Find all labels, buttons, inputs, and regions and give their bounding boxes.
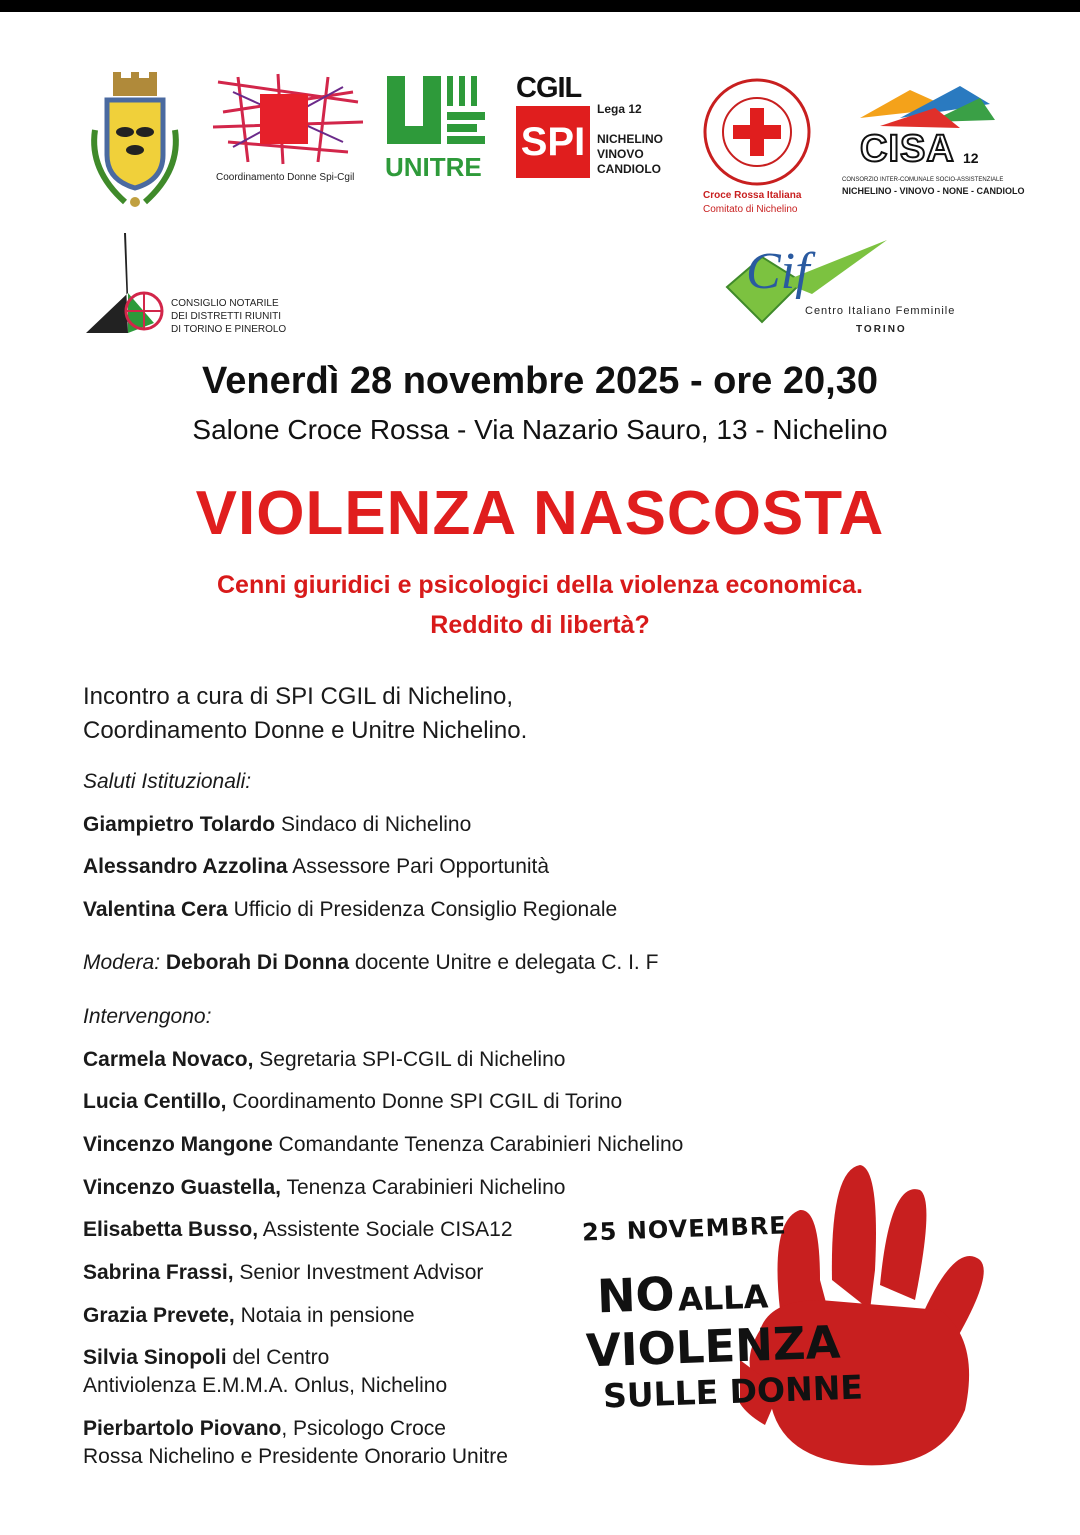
hand-line-2: VIOLENZA (585, 1315, 842, 1378)
unitre-label: UNITRE (385, 152, 482, 182)
spi-places: NICHELINO VINOVO CANDIOLO (597, 132, 663, 176)
coordinamento-donne-logo (208, 72, 368, 187)
cisa-number: 12 (963, 150, 979, 166)
cif-city: TORINO (856, 324, 907, 335)
lega-label: Lega 12 (597, 102, 642, 116)
subtitle-line-1: Cenni giuridici e psicologici della violenza economica. (217, 571, 863, 599)
cgil-spi-logo (516, 74, 676, 184)
speaker-item: Grazia Prevete, Notaia in pensione (83, 1304, 415, 1327)
saluti-item: Valentina Cera Ufficio di Presidenza Consiglio Regionale (83, 898, 618, 921)
event-venue: Salone Croce Rossa - Via Nazario Sauro, 13 - Nichelino (192, 414, 888, 445)
speaker-item: Lucia Centillo, Coordinamento Donne SPI CGIL di Torino (83, 1090, 623, 1113)
event-subtitle (0, 565, 1080, 645)
cif-name: Centro Italiano Femminile (805, 305, 956, 317)
cisa-label: CISA (860, 128, 955, 170)
speaker-item: Elisabetta Busso, Assistente Sociale CISA12 (83, 1218, 513, 1241)
speaker-item: Carmela Novaco, Segretaria SPI-CGIL di Nichelino (83, 1048, 566, 1071)
cisa-line2: NICHELINO - VINOVO - NONE - CANDIOLO (842, 186, 1025, 196)
hand-line-1b: ALLA (677, 1277, 769, 1319)
cif-logo (722, 232, 992, 340)
croce-name: Croce Rossa Italiana (703, 190, 802, 201)
cisa-line1: CONSORZIO INTER-COMUNALE SOCIO-ASSISTENZIALE (842, 177, 1004, 183)
saluti-item: Giampietro Tolardo Sindaco di Nichelino (83, 813, 472, 836)
coordinamento-caption: Coordinamento Donne Spi-Cgil (216, 172, 355, 183)
subtitle-line-2: Reddito di libertà? (430, 611, 650, 639)
spi-label: SPI (516, 106, 590, 178)
speaker-item: Pierbartolo Piovano, Psicologo Croce Rossa Nichelino e Presidente Onorario Unitre (83, 1417, 508, 1468)
croce-sub: Comitato di Nichelino (703, 204, 798, 215)
cif-mark: Cif (746, 243, 810, 300)
intro-text: Incontro a cura di SPI CGIL di Nichelino, Coordinamento Donne e Unitre Nichelino. (83, 683, 528, 744)
moderator-line: Modera: Deborah Di Donna docente Unitre e delegata C. I. F (83, 951, 659, 974)
speaker-item: Vincenzo Mangone Comandante Tenenza Carabinieri Nichelino (83, 1133, 684, 1156)
consiglio-notarile-logo (84, 233, 304, 338)
speaker-item: Silvia Sinopoli del Centro Antiviolenza E.M.M.A. Onlus, Nichelino (83, 1346, 448, 1397)
event-title: VIOLENZA NASCOSTA (195, 479, 885, 548)
event-date: Venerdì 28 novembre 2025 - ore 20,30 (202, 360, 878, 402)
speaker-item: Vincenzo Guastella, Tenenza Carabinieri Nichelino (83, 1176, 566, 1199)
saluti-label: Saluti Istituzionali: (83, 770, 252, 793)
cisa12-logo (840, 78, 1025, 203)
top-border (0, 0, 1080, 12)
hand-line-3: SULLE DONNE (602, 1367, 864, 1416)
saluti-item: Alessandro Azzolina Assessore Pari Opportunità (83, 855, 550, 878)
cgil-label: CGIL (516, 72, 582, 104)
croce-rossa-logo (700, 76, 820, 218)
hand-line-1a: NO (596, 1266, 676, 1324)
notarile-text: CONSIGLIO NOTARILE DEI DISTRETTI RIUNITI DI TORINO E PINEROLO (171, 298, 287, 335)
unitre-logo (383, 74, 488, 184)
speaker-item: Sabrina Frassi, Senior Investment Advisor (83, 1261, 484, 1284)
speakers-label: Intervengono: (83, 1005, 212, 1028)
hand-date: 25 NOVEMBRE (581, 1211, 788, 1247)
comune-nichelino-crest-logo (85, 70, 185, 215)
